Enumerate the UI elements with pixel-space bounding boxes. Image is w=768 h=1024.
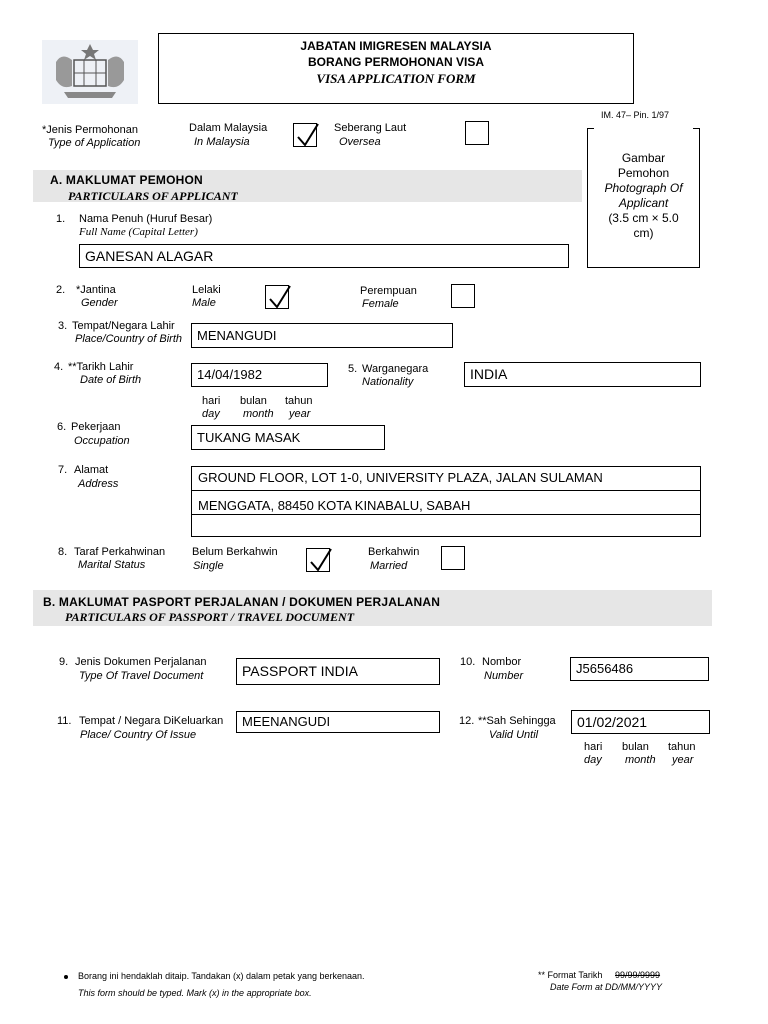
oversea-label: Seberang Laut — [334, 122, 407, 134]
address-line2-field[interactable]: MENGGATA, 88450 KOTA KINABALU, SABAH — [198, 498, 471, 513]
date-format-value: 99/99/9999 — [615, 970, 661, 980]
address-label: Alamat — [74, 464, 109, 476]
coat-of-arms-logo — [42, 40, 138, 104]
photo-caption: Gambar Pemohon Photograph Of Applicant (3.5 cm × 5.0 cm) — [604, 151, 683, 240]
dob-field[interactable]: 14/04/1982 — [191, 363, 328, 387]
male-checkbox[interactable] — [265, 285, 289, 309]
department-title: JABATAN IMIGRESEN MALAYSIA — [300, 39, 492, 53]
occupation-label: Pekerjaan — [71, 421, 121, 433]
valid-until-field[interactable]: 01/02/2021 — [571, 710, 710, 734]
single-label: Belum Berkahwin — [192, 546, 278, 558]
application-type-label: *Jenis Permohonan — [42, 124, 139, 136]
document-number-label-en: Number — [484, 670, 524, 682]
single-label-en: Single — [193, 560, 224, 572]
document-number-field[interactable]: J5656486 — [570, 657, 709, 681]
female-label-en: Female — [362, 298, 399, 310]
birthplace-label-en: Place/Country of Birth — [75, 333, 182, 345]
date-format-label: ** Format Tarikh — [538, 970, 603, 980]
dob-label: **Tarikh Lahir — [68, 361, 134, 373]
marital-status-label: Taraf Perkahwinan — [74, 546, 166, 558]
valid-until-label: **Sah Sehingga — [478, 715, 556, 727]
married-label: Berkahwin — [368, 546, 420, 558]
checkmark-icon — [267, 283, 293, 311]
full-name-label-en: Full Name (Capital Letter) — [79, 226, 198, 238]
gender-label: *Jantina — [76, 284, 116, 296]
female-label: Perempuan — [360, 285, 417, 297]
address-line3-field[interactable] — [192, 515, 700, 536]
issue-place-field[interactable]: MEENANGUDI — [236, 711, 440, 733]
bullet-icon — [64, 975, 68, 979]
nationality-label: Warganegara — [362, 363, 429, 375]
oversea-label-en: Oversea — [339, 136, 381, 148]
checkmark-icon — [308, 546, 334, 574]
valid-until-label-en: Valid Until — [489, 729, 539, 741]
date-format-en: Date Form at DD/MM/YYYY — [550, 982, 663, 992]
oversea-checkbox[interactable] — [465, 121, 489, 145]
nationality-label-en: Nationality — [362, 376, 414, 388]
address-label-en: Address — [78, 478, 119, 490]
issue-place-label-en: Place/ Country Of Issue — [80, 729, 197, 741]
in-malaysia-label: Dalam Malaysia — [189, 122, 268, 134]
occupation-label-en: Occupation — [74, 435, 130, 447]
dob-label-en: Date of Birth — [80, 374, 142, 386]
document-number-label: Nombor — [482, 656, 522, 668]
birthplace-field[interactable]: MENANGUDI — [191, 323, 453, 348]
married-label-en: Married — [370, 560, 408, 572]
footer-note-en: This form should be typed. Mark (x) in the appropriate box. — [78, 988, 312, 998]
single-checkbox[interactable] — [306, 548, 330, 572]
gender-label-en: Gender — [81, 297, 118, 309]
male-label: Lelaki — [192, 284, 221, 296]
form-title: BORANG PERMOHONAN VISA — [307, 55, 484, 69]
male-label-en: Male — [192, 297, 216, 309]
footer-note: Borang ini hendaklah ditaip. Tandakan (x) dalam petak yang berkenaan. — [78, 971, 365, 981]
marital-status-label-en: Marital Status — [78, 559, 146, 571]
married-checkbox[interactable] — [441, 546, 465, 570]
full-name-field[interactable]: GANESAN ALAGAR — [79, 244, 569, 268]
issue-place-label: Tempat / Negara DiKeluarkan — [79, 715, 224, 727]
section-a-title: A. MAKLUMAT PEMOHON — [50, 173, 203, 187]
nationality-field[interactable]: INDIA — [464, 362, 701, 387]
occupation-field[interactable]: TUKANG MASAK — [191, 425, 385, 450]
full-name-label: Nama Penuh (Huruf Besar) — [79, 213, 213, 225]
in-malaysia-checkbox[interactable] — [293, 123, 317, 147]
application-type-label-en: Type of Application — [48, 137, 141, 149]
in-malaysia-label-en: In Malaysia — [194, 136, 250, 148]
checkmark-icon — [295, 121, 321, 149]
form-code: IM. 47– Pin. 1/97 — [601, 110, 670, 120]
section-b-subtitle: PARTICULARS OF PASSPORT / TRAVEL DOCUMENT — [65, 610, 355, 624]
section-b-title: B. MAKLUMAT PASPORT PERJALANAN / DOKUMEN PERJALANAN — [43, 595, 441, 609]
female-checkbox[interactable] — [451, 284, 475, 308]
document-type-label: Jenis Dokumen Perjalanan — [75, 656, 207, 668]
section-a-subtitle: PARTICULARS OF APPLICANT — [68, 189, 238, 202]
form-title-english: VISA APPLICATION FORM — [316, 71, 476, 86]
document-type-label-en: Type Of Travel Document — [79, 670, 204, 682]
document-type-field[interactable]: PASSPORT INDIA — [236, 658, 440, 685]
birthplace-label: Tempat/Negara Lahir — [72, 320, 175, 332]
address-line1-field[interactable]: GROUND FLOOR, LOT 1-0, UNIVERSITY PLAZA, JALAN SULAMAN — [198, 470, 603, 485]
